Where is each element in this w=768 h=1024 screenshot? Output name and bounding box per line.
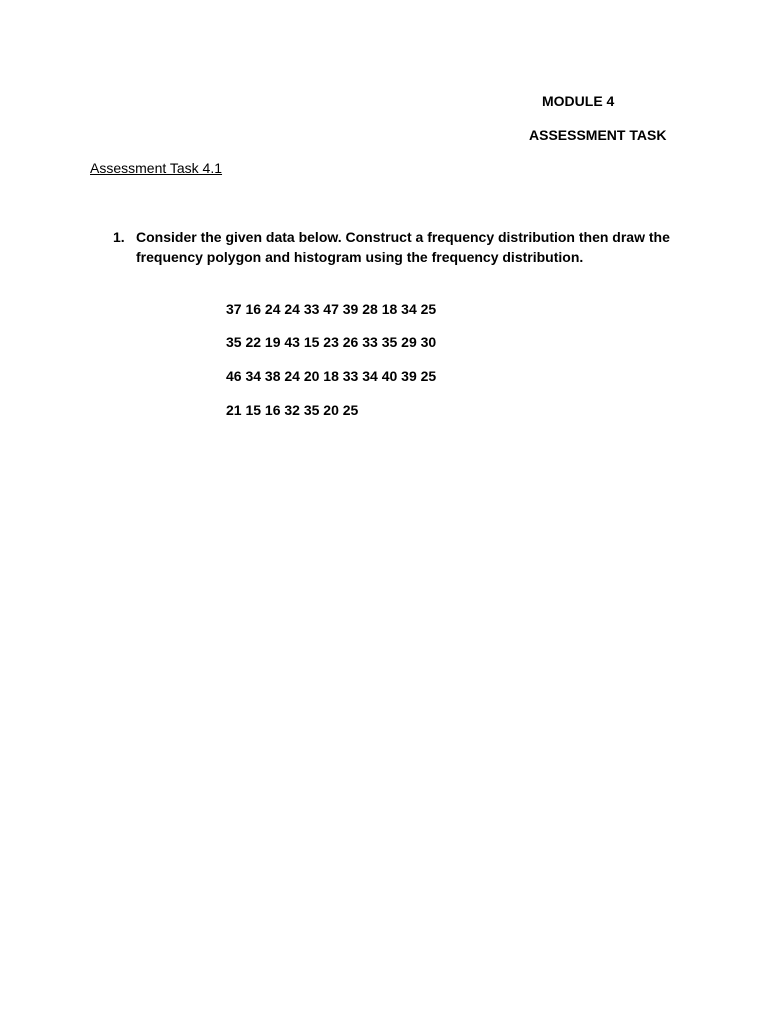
data-row-1: 37 16 24 24 33 47 39 28 18 34 25 (226, 301, 437, 317)
data-row-4: 21 15 16 32 35 20 25 (226, 402, 359, 418)
question-text: Consider the given data below. Construct a frequency distribution then draw the frequency polygon and histogram using the frequency distribution. (136, 229, 670, 265)
module-title: MODULE 4 (542, 93, 615, 109)
question-1 (113, 227, 673, 267)
data-row-2: 35 22 19 43 15 23 26 33 35 29 30 (226, 334, 437, 350)
data-row-3: 46 34 38 24 20 18 33 34 40 39 25 (226, 368, 437, 384)
assessment-task-heading: ASSESSMENT TASK (529, 127, 667, 143)
section-title: Assessment Task 4.1 (90, 160, 223, 176)
question-number: 1. (113, 229, 125, 245)
